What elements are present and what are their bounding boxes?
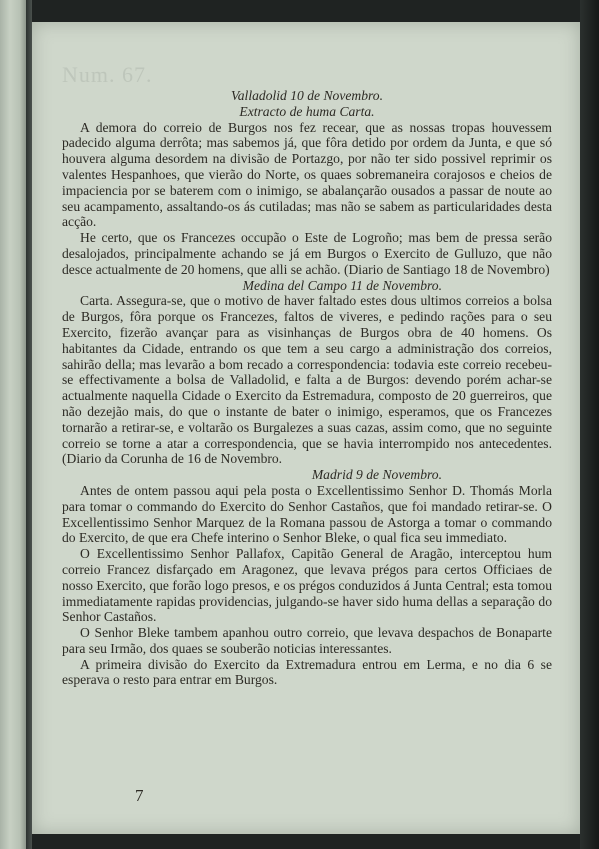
page-right-shadow [580, 0, 599, 849]
adjacent-page-edge [0, 0, 26, 849]
document-page [32, 22, 580, 834]
paragraph-extremadura: A primeira divisão do Exercito da Extremadura entrou em Lerma, e no dia 6 se esperava o resto para entrar em Burgos. [62, 656, 552, 688]
bleed-through-stamp: Num. 67. [62, 62, 153, 87]
article-body [62, 88, 552, 688]
paragraph-pallafox: O Excellentissimo Senhor Pallafox, Capitão General de Aragão, interceptou hum correio Francez disfarçado em Aragonez, que levava prégos para certos Officiaes de nosso Exercito, que forão logo presos, e os prégos conduzidos á Junta Central; esta tomou immediatamente rapidas providencias, julgando-se haver sido huma dellas a separação do Senhor Castaños. [62, 546, 552, 625]
page-number: 7 [135, 786, 144, 805]
paragraph-morla: Antes de ontem passou aqui pela posta o Excellentissimo Senhor D. Thomás Morla para tomar o commando do Exercito do Senhor Castaños, que foi mandado retirar-se. O Excellentissimo Senhor Marquez de la Romana passou de Astorga a tomar o commando do Exercito, de que era Chefe interino o Senhor Bleke, o qual fica seu immediato. [62, 482, 552, 546]
dateline-medina: Medina del Campo 11 de Novembro. [242, 277, 442, 293]
paragraph-bleke: O Senhor Bleke tambem apanhou outro correio, que levava despachos de Bonaparte para seu Irmão, dos quaes se souberão noticias interessantes. [62, 625, 552, 656]
subhead-extracto: Extracto de huma Carta. [239, 103, 375, 119]
dateline-valladolid: Valladolid 10 de Novembro. [230, 88, 384, 103]
paragraph-burgos-delay: A demora do correio de Burgos nos fez recear, que as nossas tropas houvessem padecido alguma derrôta; mas sabemos já, que fôra detido por ordem da Junta, e que só houvera alguma desordem na divisão de Portazgo, por não ter sido possivel reprimir os valentes Hespanhoes, que vierão do Norte, os quaes sobremaneira corajosos e cheios de impaciencia por se baterem com o inimigo, se abalançarão ousados a passar de noute ao seu acampamento, assaltando-os ás cutiladas; mas não se sabem as particularidades desta acção. [62, 119, 552, 230]
paragraph-carta: Carta. Assegura-se, que o motivo de haver faltado estes dous ultimos correios a bolsa de Burgos, fôra porque os Francezes, faltos de viveres, e pedindo rações para o seu Exercito, fizerão avançar para as visinhanças de Burgos obra de 40 homens. Os habitantes da Cidade, entrando os que tem a seu cargo a administração dos correios, sahirão della; mas levarão a bom recado a correspondencia: todavia este correio recebeu-se effectivamente a bolsa de Valladolid, e falta a de Burgos: devendo porém achar-se actualmente naquella Cidade o Exercito da Estremadura, composto de 20 guerreiros, que não dezejão mais, do que o instante de bater o inimigo, esperamos, que os Francezes tornarão a retirar-se, e voltarão os Burgalezes a suas cazas, assim como, que no seguinte correio se torne a atar a correspondencia, que se havia interrompido nos antecedentes. (Diario da Corunha de 16 de Novembro. [62, 293, 552, 467]
paragraph-logrono: He certo, que os Francezes occupão o Este de Logroño; mas bem de pressa serão desalojados, principalmente achando se já em Burgos o Exercito de Gulluzo, que não desce actualmente de 20 homens, que alli se achão. (Diario de Santiago 18 de Novembro) [62, 230, 552, 277]
dateline-madrid: Madrid 9 de Novembro. [311, 467, 442, 483]
